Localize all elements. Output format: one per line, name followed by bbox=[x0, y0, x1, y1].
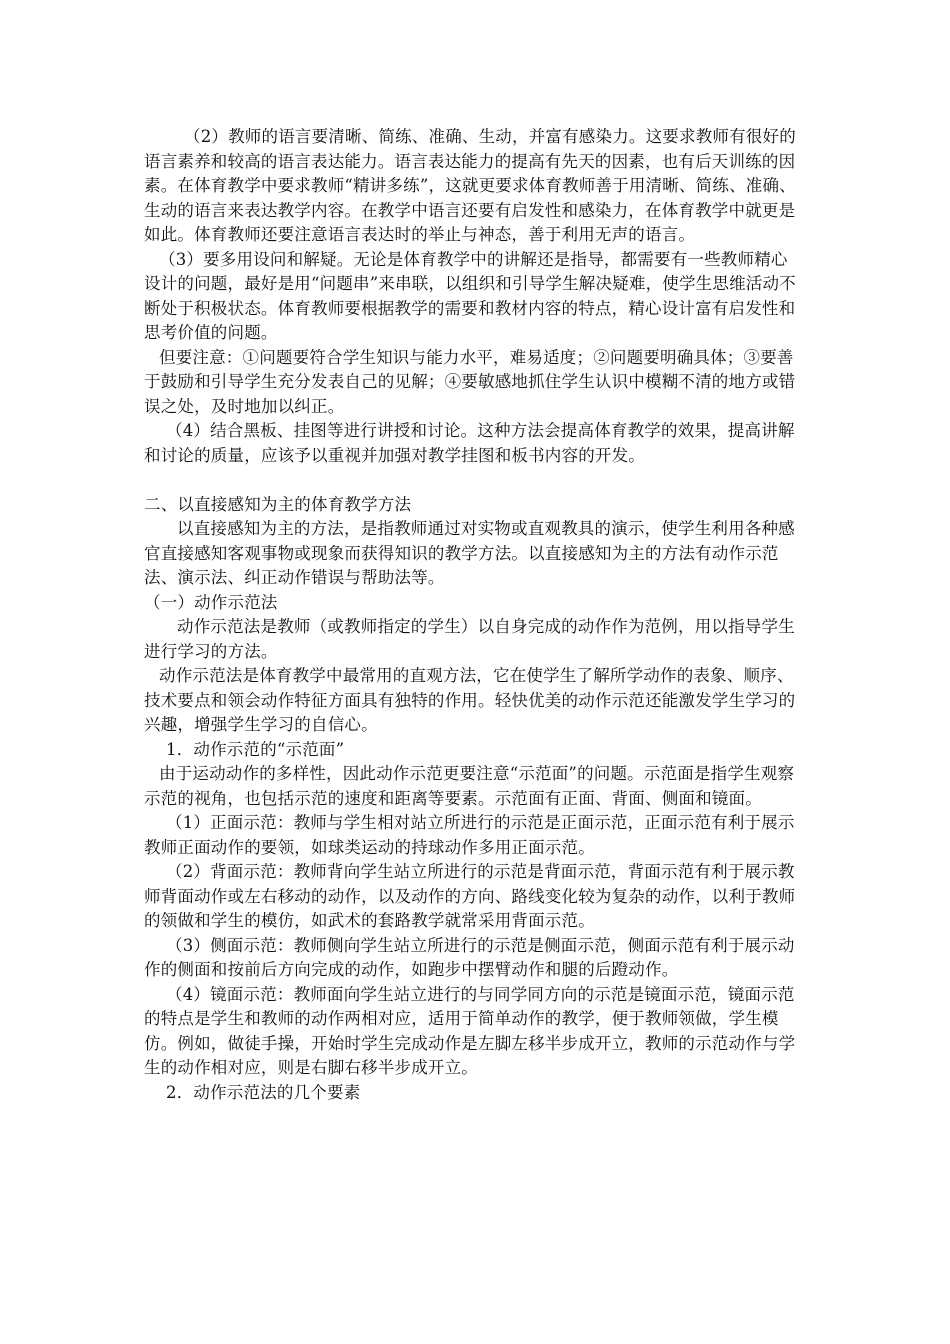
paragraph-blackboard: （4）结合黑板、挂图等进行讲授和讨论。这种方法会提高体育教学的效果，提高讲解和讨论的质量，应该予以重视并加强对教学挂图和板书内容的开发。 bbox=[144, 421, 795, 465]
paragraph-side-demo: （3）侧面示范：教师侧向学生站立所进行的示范是侧面示范，侧面示范有利于展示动作的侧面和按前后方向完成的动作，如跑步中摆臂动作和腿的后蹬动作。 bbox=[144, 935, 795, 979]
paragraph-direct-perception-intro: 以直接感知为主的方法，是指教师通过对实物或直观教具的演示，使学生利用各种感官直接感知客观事物或现象而获得知识的教学方法。以直接感知为主的方法有动作示范法、演示法、纠正动作错误与帮助法等。 bbox=[144, 519, 795, 587]
paragraph-mirror-demo: （4）镜面示范：教师面向学生站立进行的与同学同方向的示范是镜面示范，镜面示范的特点是学生和教师的动作两相对应，适用于简单动作的教学，便于教师领做，学生模仿。例如，做徒手操，开始时学生完成动作是左脚左移半步成开立，教师的示范动作与学生的动作相对应，则是右脚右移半步成开立。 bbox=[144, 984, 796, 1077]
paragraph-demonstration-role: 动作示范法是体育教学中最常用的直观方法，它在使学生了解所学动作的表象、顺序、技术要点和领会动作特征方面具有独特的作用。轻快优美的动作示范还能激发学生学习的兴趣，增强学生学习的自信心。 bbox=[144, 666, 796, 734]
paragraph-front-demo: （1）正面示范：教师与学生相对站立所进行的示范是正面示范，正面示范有利于展示教师正面动作的要领，如球类运动的持球动作多用正面示范。 bbox=[144, 813, 795, 857]
section-heading-direct-perception: 二、以直接感知为主的体育教学方法 bbox=[144, 494, 412, 514]
paragraph-demonstration-plane: 由于运动动作的多样性，因此动作示范更要注意“示范面”的问题。示范面是指学生观察示范的视角，也包括示范的速度和距离等要素。示范面有正面、背面、侧面和镜面。 bbox=[144, 764, 795, 808]
paragraph-notes: 但要注意：①问题要符合学生知识与能力水平，难易适度；②问题要明确具体；③要善于鼓励和引导学生充分发表自己的见解；④要敏感地抓住学生认识中模糊不清的地方或错误之处，及时地加以纠正。 bbox=[144, 347, 796, 416]
paragraph-teacher-language: （2）教师的语言要清晰、简练、准确、生动，并富有感染力。这要求教师有很好的语言素养和较高的语言表达能力。语言表达能力的提高有先天的因素，也有后天训练的因素。在体育教学中要求教师“精讲多练”，这就更要求体育教师善于用清晰、简练、准确、生动的语言来表达教学内容。在教学中语言还要有启发性和感染力，在体育教学中就更是如此。体育教师还要注意语言表达时的举止与神态，善于利用无声的语言。 bbox=[144, 127, 796, 244]
paragraph-demonstration-definition: 动作示范法是教师（或教师指定的学生）以自身完成的动作作为范例，用以指导学生进行学习的方法。 bbox=[144, 617, 795, 661]
subsection-heading-demonstration: （一）动作示范法 bbox=[144, 592, 278, 612]
paragraph-questioning: （3）要多用设问和解疑。无论是体育教学中的讲解还是指导，都需要有一些教师精心设计的问题，最好是用“问题串”来串联，以组织和引导学生解决疑难，使学生思维活动不断处于积极状态。体育教师要根据教学的需要和教材内容的特点，精心设计富有启发性和思考价值的问题。 bbox=[144, 249, 796, 342]
item-heading-demo-elements: 2．动作示范法的几个要素 bbox=[166, 1082, 361, 1102]
paragraph-back-demo: （2）背面示范：教师背向学生站立所进行的示范是背面示范，背面示范有利于展示教师背面动作或左右移动的动作，以及动作的方向、路线变化较为复杂的动作，以利于教师的领做和学生的模仿，如武术的套路教学就常采用背面示范。 bbox=[144, 862, 796, 930]
item-heading-demonstration-plane: 1．动作示范的“示范面” bbox=[166, 739, 345, 759]
document-body bbox=[144, 125, 804, 1105]
blank-line bbox=[144, 468, 804, 493]
